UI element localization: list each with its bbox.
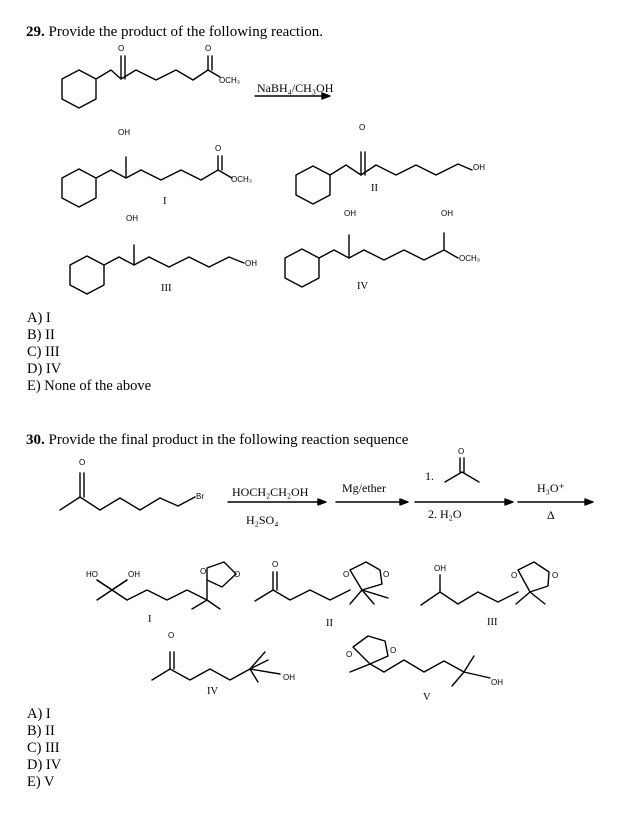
q30-iii-oh: OH — [434, 564, 446, 573]
q29-sm-ester-o: O — [205, 44, 212, 53]
q29-iv-oh-2: OH — [441, 209, 453, 218]
q29-iii-oh: OH — [126, 214, 138, 223]
q29-label-iv: IV — [357, 281, 369, 292]
q30-answers — [27, 706, 61, 791]
q30-v-oh: OH — [491, 678, 503, 687]
q29-answer-d[interactable]: D) IV — [27, 361, 62, 377]
q30-v-o-a: O — [346, 650, 353, 659]
q30-reagent-4-bottom: Δ — [547, 508, 555, 522]
q30-answer-a[interactable]: A) I — [27, 706, 51, 722]
q30-v-o-b: O — [390, 646, 397, 655]
q30-reagent-3-step1: 1. — [425, 469, 434, 483]
q29-sm-ketone-o: O — [118, 44, 125, 53]
q30-label-iv: IV — [207, 686, 219, 697]
q29-iii-oh-end: OH — [245, 259, 257, 268]
q30-iv-oh: OH — [283, 673, 295, 682]
q29-reagent: NaBH₄/CH₃OH — [257, 81, 334, 95]
q30-structure-v — [350, 636, 490, 686]
q30-reagent-1-top: HOCH₂CH₂OH — [232, 485, 309, 499]
q29-label-ii: II — [371, 183, 378, 194]
q29-i-oh: OH — [118, 128, 130, 137]
q30-iii-o-a: O — [511, 571, 518, 580]
q30-reagent-1-bottom: H₂SO₄ — [246, 513, 279, 527]
q29-label-i: I — [163, 196, 167, 207]
q30-structure-iv — [152, 652, 280, 682]
q30-iii-o-b: O — [552, 571, 559, 580]
q30-answer-d[interactable]: D) IV — [27, 757, 62, 773]
q30-reagent-2: Mg/ether — [342, 481, 386, 495]
q30-answer-b[interactable]: B) II — [27, 723, 55, 739]
q30-ii-o-b: O — [383, 570, 390, 579]
q30-reagent-3-step2: 2. H₂O — [428, 507, 462, 521]
q29-i-o: O — [215, 144, 222, 153]
q30-i-ho: HO — [86, 570, 98, 579]
q30-prompt: Provide the final product in the following reaction sequence — [48, 432, 409, 448]
q30-acetone — [445, 458, 479, 482]
q30-label-ii: II — [326, 618, 333, 629]
q30-label-v: V — [423, 692, 431, 703]
q30-i-o-a: O — [200, 567, 207, 576]
q30-starting-material — [60, 473, 195, 510]
q30-answer-e[interactable]: E) V — [27, 774, 55, 790]
q29-sm-och3: OCH₃ — [219, 76, 241, 85]
q30-ii-o-a: O — [343, 570, 350, 579]
q29-answer-a[interactable]: A) I — [27, 310, 51, 326]
q29-ii-oh: OH — [473, 163, 485, 172]
q30-label-i: I — [148, 614, 152, 625]
q30-reagent-4-top: H₃O⁺ — [537, 481, 565, 495]
q29-number: 29. — [26, 24, 45, 40]
q29-answer-e[interactable]: E) None of the above — [27, 378, 152, 394]
q29-ii-o: O — [359, 123, 366, 132]
q29-prompt: Provide the product of the following reaction. — [48, 24, 324, 40]
q29-answer-b[interactable]: B) II — [27, 327, 55, 343]
q29-label-iii: III — [161, 283, 172, 294]
q29-answer-c[interactable]: C) III — [27, 344, 60, 360]
q29-iv-oh: OH — [344, 209, 356, 218]
q30-sm-o: O — [79, 458, 86, 467]
q30-ii-o: O — [272, 560, 279, 569]
q29-iv-och3: OCH₃ — [459, 254, 481, 263]
q30-answer-c[interactable]: C) III — [27, 740, 60, 756]
q30-acetone-o: O — [458, 447, 465, 456]
q30-iv-o: O — [168, 631, 175, 640]
q30-sm-br: Br — [196, 492, 204, 501]
q30-i-o-b: O — [234, 570, 241, 579]
q29-i-och3: OCH₃ — [231, 175, 253, 184]
q30-i-oh: OH — [128, 570, 140, 579]
q30-number: 30. — [26, 432, 45, 448]
q30-label-iii: III — [487, 617, 498, 628]
q30-structure-i — [97, 562, 236, 609]
